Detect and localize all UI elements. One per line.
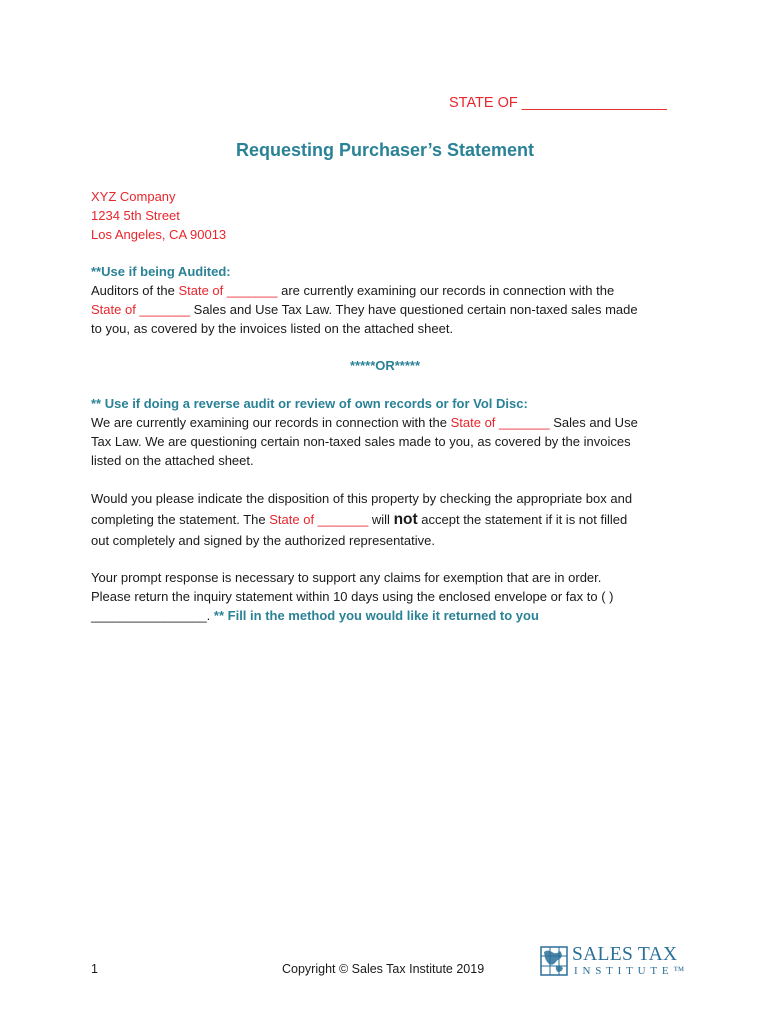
logo-text-bottom: INSTITUTE™ [574, 965, 689, 977]
page-number: 1 [91, 962, 98, 976]
response-line-1: Your prompt response is necessary to support any claims for exemption that are in order. [91, 570, 602, 585]
audited-heading: **Use if being Audited: [91, 264, 231, 279]
city-state-zip: Los Angeles, CA 90013 [91, 227, 227, 242]
reverse-audit-line-3: listed on the attached sheet. [91, 453, 254, 468]
audited-line-1: Auditors of the State of _______ are currently examining our records in connection with the [91, 283, 615, 298]
audited-line-3: to you, as covered by the invoices listed on the attached sheet. [91, 321, 454, 336]
disposition-line-3: out completely and signed by the authorized representative. [91, 533, 435, 548]
audited-line-2: State of _______ Sales and Use Tax Law. They have questioned certain non-taxed sales made [91, 302, 638, 317]
logo-text-top: SALES TAX [572, 944, 678, 965]
sales-tax-institute-logo [540, 944, 689, 980]
or-divider: *****OR***** [349, 358, 421, 373]
disposition-line-1: Would you please indicate the disposition of this property by checking the appropriate box and [91, 491, 633, 506]
page-title: Requesting Purchaser’s Statement [235, 140, 535, 160]
disposition-line-2: completing the statement. The State of _______ will not accept the statement if it is not filled [91, 511, 628, 528]
response-line-2: Please return the inquiry statement within 10 days using the enclosed envelope or fax to ( ) [91, 589, 614, 604]
reverse-audit-line-1: We are currently examining our records in connection with the State of _______ Sales and Use [91, 415, 638, 430]
copyright-text: Copyright © Sales Tax Institute 2019 [282, 962, 485, 976]
reverse-audit-line-2: Tax Law. We are questioning certain non-taxed sales made to you, as covered by the invoices [91, 434, 631, 449]
response-line-3: ________________. ** Fill in the method you would like it returned to you [91, 608, 539, 623]
globe-grid-icon [540, 946, 568, 976]
street-address: 1234 5th Street [91, 208, 180, 223]
state-of-header: STATE OF __________________ [449, 95, 667, 111]
reverse-audit-heading: ** Use if doing a reverse audit or review of own records or for Vol Disc: [91, 396, 528, 411]
company-name: XYZ Company [91, 189, 176, 204]
